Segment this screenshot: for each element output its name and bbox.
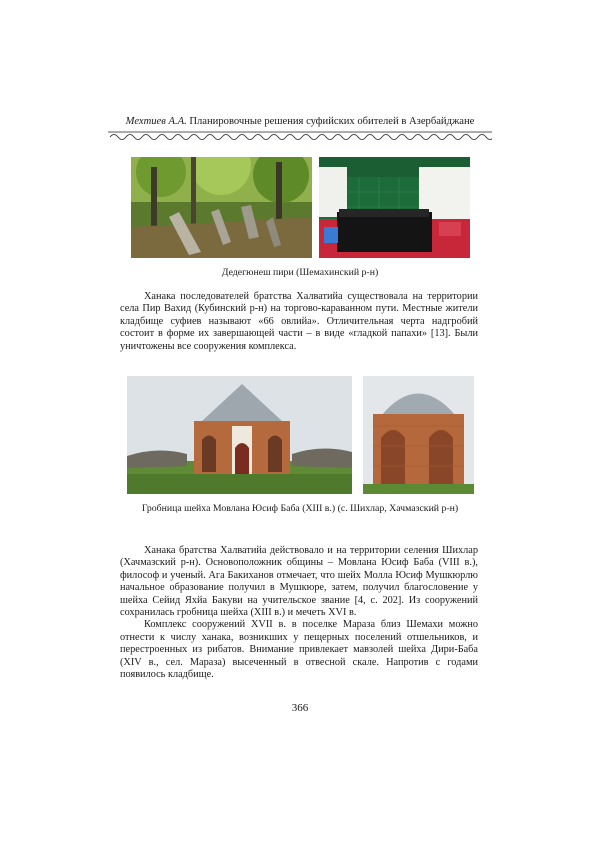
paragraph-1-text: Ханака последователей братства Халватийа существовала на территории села Пир Вахид (Кубинский р-н) на торгово-караванном пути. Местные жители кладбище суфиев называют «66 овлийа». Отличительная черта надгробий состоит в форме их завершающей части – в виде «гладкой папахи» [13]. Были уничтожены все сооружения комплекса. [120, 291, 478, 352]
running-header [108, 116, 492, 127]
header-author: Мехтиев А.А. [125, 116, 187, 127]
photo-shrine-interior [319, 157, 470, 258]
paragraph-2-text: Ханака братства Халватийа действовало и на территории селения Шихлар (Хачмазский р-н). Основоположник общины – Мовлана Юсиф Баба (VIII в.), философ и ученый. Ага Бакиханов отмечает, что шейх Молла Юсиф Мушкюрлю начальное образование получил в Мушкюре, затем, получил благословение у шейха Сейид Яхйа Бакуви на учительское звание [4, с. 202]. Из сооружений сохранилась гробница шейха (XIII в.) и мечеть XVI в. [120, 545, 478, 619]
page-number: 366 [291, 702, 309, 714]
paragraph-1 [120, 291, 478, 353]
ornamental-divider [108, 131, 492, 141]
paragraph-2 [120, 545, 478, 681]
figure-caption-2: Гробница шейха Мовлана Юсиф Баба (XIII в.) (с. Шихлар, Хачмазский р-н) [141, 503, 459, 514]
photo-mausoleum-wide [127, 376, 352, 494]
paragraph-3-text: Комплекс сооружений XVII в. в поселке Мараза близ Шемахи можно отнести к числу ханака, возникших у пещерных поселений отшельников, и перестроенных из рибатов. Внимание привлекает мавзолей шейха Дири-Баба (XIV в., сел. Мараза) высеченный в отвесной скале. Напротив с годами появилось кладбище. [120, 619, 478, 681]
photo-forest-graves [131, 157, 312, 258]
photo-mausoleum-closeup [363, 376, 474, 494]
figure-caption-1: Дедегюнеш пири (Шемахинский р-н) [221, 267, 379, 278]
header-title: Планировочные решения суфийских обителей в Азербайджане [186, 116, 475, 127]
